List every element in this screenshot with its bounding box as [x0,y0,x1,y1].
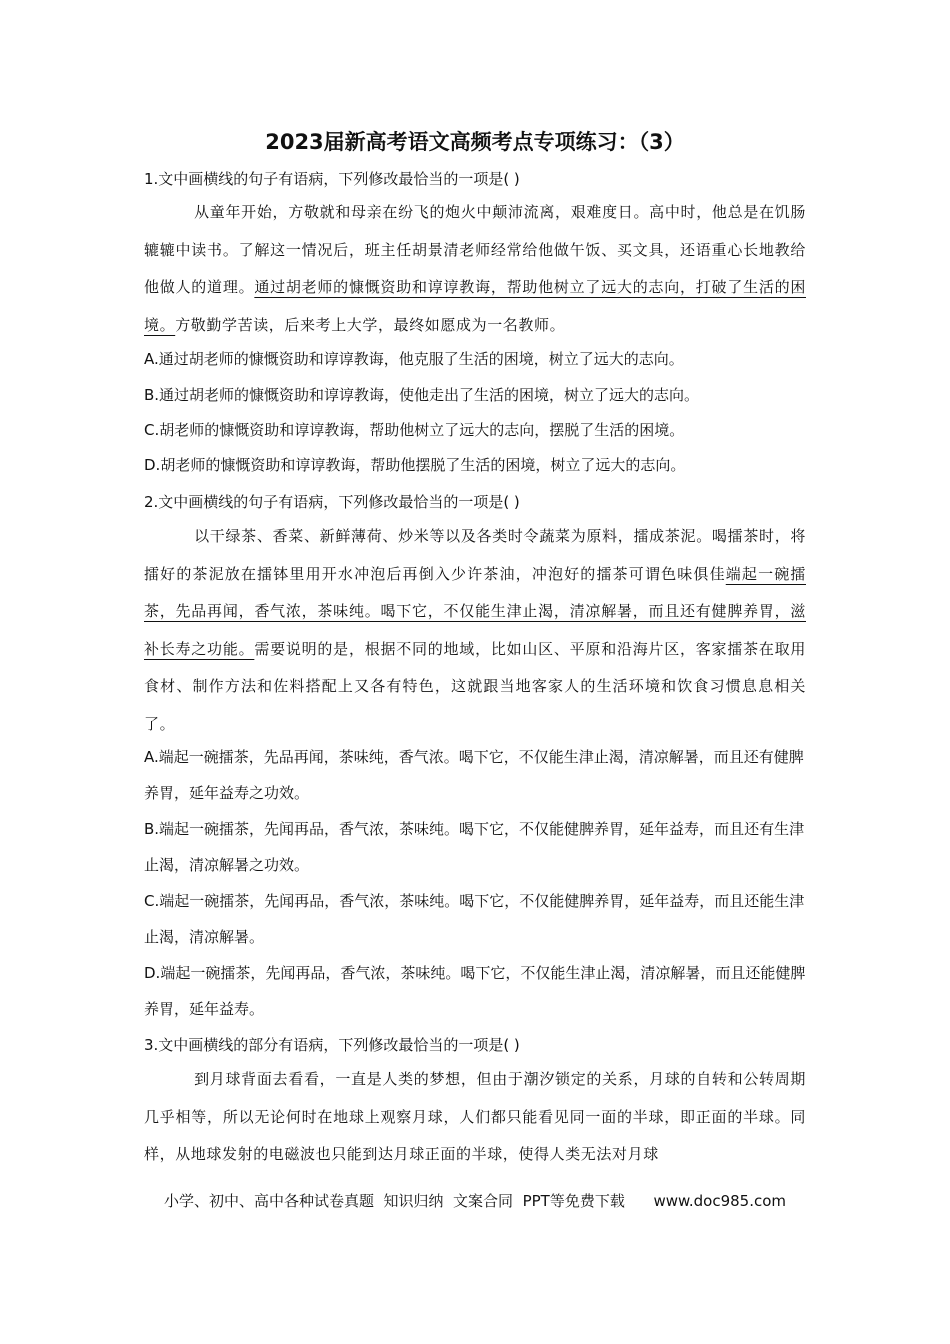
question-3-prompt: 3.文中画横线的部分有语病，下列修改最恰当的一项是( ) [144,1036,520,1054]
underlined-sentence: 通过胡老师的慷慨资助和谆谆教诲，帮助他树立了远大的志向，打破了生活的困境。 [144,278,806,334]
question-1-prompt: 1.文中画横线的句子有语病，下列修改最恰当的一项是( ) [144,170,520,188]
underlined-sentence: 端起一碗擂茶，先品再闻，香气浓，茶味纯。喝下它，不仅能生津止渴，清凉解暑，而且还有健脾养胃，滋补长寿之功能。 [144,564,806,658]
question-1-option-c: C.胡老师的慷慨资助和谆谆教诲，帮助他树立了远大的志向，摆脱了生活的困境。 [144,421,685,439]
passage-text: 以干绿茶、香菜、新鲜薄荷、炒米等以及各类时令蔬菜为原料，擂成茶泥。喝擂茶时，将擂好的茶泥放在擂钵里用开水冲泡后再倒入少许茶油，冲泡好的擂茶可谓色味俱佳 [144,527,806,583]
passage-text: 方敬勤学苦读，后来考上大学，最终如愿成为一名教师。 [175,315,566,334]
question-2-passage [144,518,806,743]
question-1-option-d: D.胡老师的慷慨资助和谆谆教诲，帮助他摆脱了生活的困境，树立了远大的志向。 [144,456,686,474]
question-1-option-b: B.通过胡老师的慷慨资助和谆谆教诲，使他走出了生活的困境，树立了远大的志向。 [144,386,700,404]
passage-text: 需要说明的是，根据不同的地域，比如山区、平原和沿海片区，客家擂茶在取用食材、制作方法和佐料搭配上又各有特色，这就跟当地客家人的生活环境和饮食习惯息息相关了。 [144,639,806,733]
passage-text: 到月球背面去看看，一直是人类的梦想，但由于潮汐锁定的关系，月球的自转和公转周期几乎相等，所以无论何时在地球上观察月球，人们都只能看见同一面的半球，即正面的半球。同样，从地球发射的电磁波也只能到达月球正面的半球，使得人类无法对月球 [144,1070,806,1163]
page-title: 2023届新高考语文高频考点专项练习：（3） [265,130,685,154]
question-2-option-d: D.端起一碗擂茶，先闻再品，香气浓，茶味纯。喝下它，不仅能生津止渴，清凉解暑，而且还能健脾养胃，延年益寿。 [144,964,806,1018]
passage-text: 从童年开始，方敬就和母亲在纷飞的炮火中颠沛流离，艰难度日。高中时，他总是在饥肠辘辘中读书。了解这一情况后，班主任胡景清老师经常给他做午饭、买文具，还语重心长地教给他做人的道理。 [144,203,806,296]
question-2-option-c: C.端起一碗擂茶，先闻再品，香气浓，茶味纯。喝下它，不仅能健脾养胃，延年益寿，而且还能生津止渴，清凉解暑。 [144,892,805,946]
question-1-option-a: A.通过胡老师的慷慨资助和谆谆教诲，他克服了生活的困境，树立了远大的志向。 [144,350,684,368]
question-2-prompt: 2.文中画横线的句子有语病，下列修改最恰当的一项是( ) [144,493,520,511]
page-footer: 小学、初中、高中各种试卷真题 知识归纳 文案合同 PPT等免费下载 www.doc985.com [163,1192,787,1210]
question-2-option-a: A.端起一碗擂茶，先品再闻，茶味纯，香气浓。喝下它，不仅能生津止渴，清凉解暑，而且还有健脾养胃，延年益寿之功效。 [144,748,804,802]
question-1-passage [144,194,806,344]
question-2-option-b: B.端起一碗擂茶，先闻再品，香气浓，茶味纯。喝下它，不仅能健脾养胃，延年益寿，而且还有生津止渴，清凉解暑之功效。 [144,820,805,874]
question-3-passage [144,1061,806,1174]
